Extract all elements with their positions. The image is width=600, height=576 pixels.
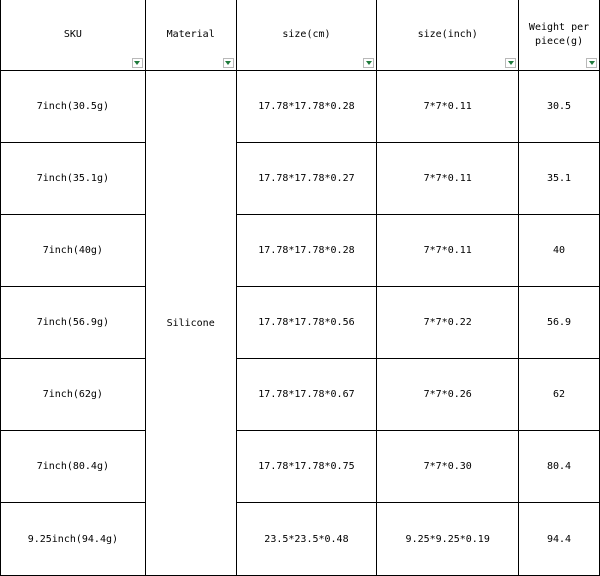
filter-dropdown-icon[interactable] <box>363 58 374 68</box>
sku-cell[interactable]: 7inch(40g) <box>1 215 146 287</box>
filter-dropdown-icon[interactable] <box>223 58 234 68</box>
size-cm-cell[interactable]: 17.78*17.78*0.28 <box>236 215 377 287</box>
material-cell[interactable]: Silicone <box>145 71 236 576</box>
table-row <box>1 143 600 215</box>
weight-cell[interactable]: 94.4 <box>519 503 600 576</box>
sku-cell[interactable]: 7inch(30.5g) <box>1 71 146 143</box>
sku-cell[interactable]: 7inch(80.4g) <box>1 431 146 503</box>
table-row <box>1 287 600 359</box>
size-inch-cell[interactable]: 9.25*9.25*0.19 <box>377 503 519 576</box>
weight-cell[interactable]: 30.5 <box>519 71 600 143</box>
weight-cell[interactable]: 35.1 <box>519 143 600 215</box>
header-cell-size-cm[interactable] <box>236 0 377 71</box>
weight-cell[interactable]: 56.9 <box>519 287 600 359</box>
size-cm-cell[interactable]: 17.78*17.78*0.56 <box>236 287 377 359</box>
header-label-size-inch: size(inch) <box>417 29 478 40</box>
sku-cell[interactable]: 7inch(62g) <box>1 359 146 431</box>
sku-cell[interactable]: 7inch(56.9g) <box>1 287 146 359</box>
weight-cell[interactable]: 62 <box>519 359 600 431</box>
header-cell-size-inch[interactable] <box>377 0 519 71</box>
table-row <box>1 215 600 287</box>
header-label-material: Material <box>166 29 215 40</box>
header-label-size-cm: size(cm) <box>282 29 331 40</box>
sku-cell[interactable]: 7inch(35.1g) <box>1 143 146 215</box>
size-cm-cell[interactable]: 23.5*23.5*0.48 <box>236 503 377 576</box>
filter-dropdown-icon[interactable] <box>132 58 143 68</box>
table-row <box>1 359 600 431</box>
weight-cell[interactable]: 40 <box>519 215 600 287</box>
table-row <box>1 503 600 576</box>
filter-dropdown-icon[interactable] <box>586 58 597 68</box>
filter-dropdown-icon[interactable] <box>505 58 516 68</box>
size-inch-cell[interactable]: 7*7*0.26 <box>377 359 519 431</box>
table-row <box>1 71 600 143</box>
header-label-weight: Weight per piece(g) <box>528 22 590 47</box>
size-inch-cell[interactable]: 7*7*0.11 <box>377 143 519 215</box>
size-inch-cell[interactable]: 7*7*0.11 <box>377 215 519 287</box>
sku-cell[interactable]: 9.25inch(94.4g) <box>1 503 146 576</box>
header-cell-material[interactable] <box>145 0 236 71</box>
size-inch-cell[interactable]: 7*7*0.11 <box>377 71 519 143</box>
size-cm-cell[interactable]: 17.78*17.78*0.28 <box>236 71 377 143</box>
header-row <box>1 0 600 71</box>
header-cell-weight[interactable] <box>519 0 600 71</box>
size-cm-cell[interactable]: 17.78*17.78*0.67 <box>236 359 377 431</box>
header-cell-sku[interactable] <box>1 0 146 71</box>
size-inch-cell[interactable]: 7*7*0.22 <box>377 287 519 359</box>
weight-cell[interactable]: 80.4 <box>519 431 600 503</box>
header-label-sku: SKU <box>63 29 82 40</box>
size-inch-cell[interactable]: 7*7*0.30 <box>377 431 519 503</box>
size-cm-cell[interactable]: 17.78*17.78*0.75 <box>236 431 377 503</box>
table-row <box>1 431 600 503</box>
size-cm-cell[interactable]: 17.78*17.78*0.27 <box>236 143 377 215</box>
